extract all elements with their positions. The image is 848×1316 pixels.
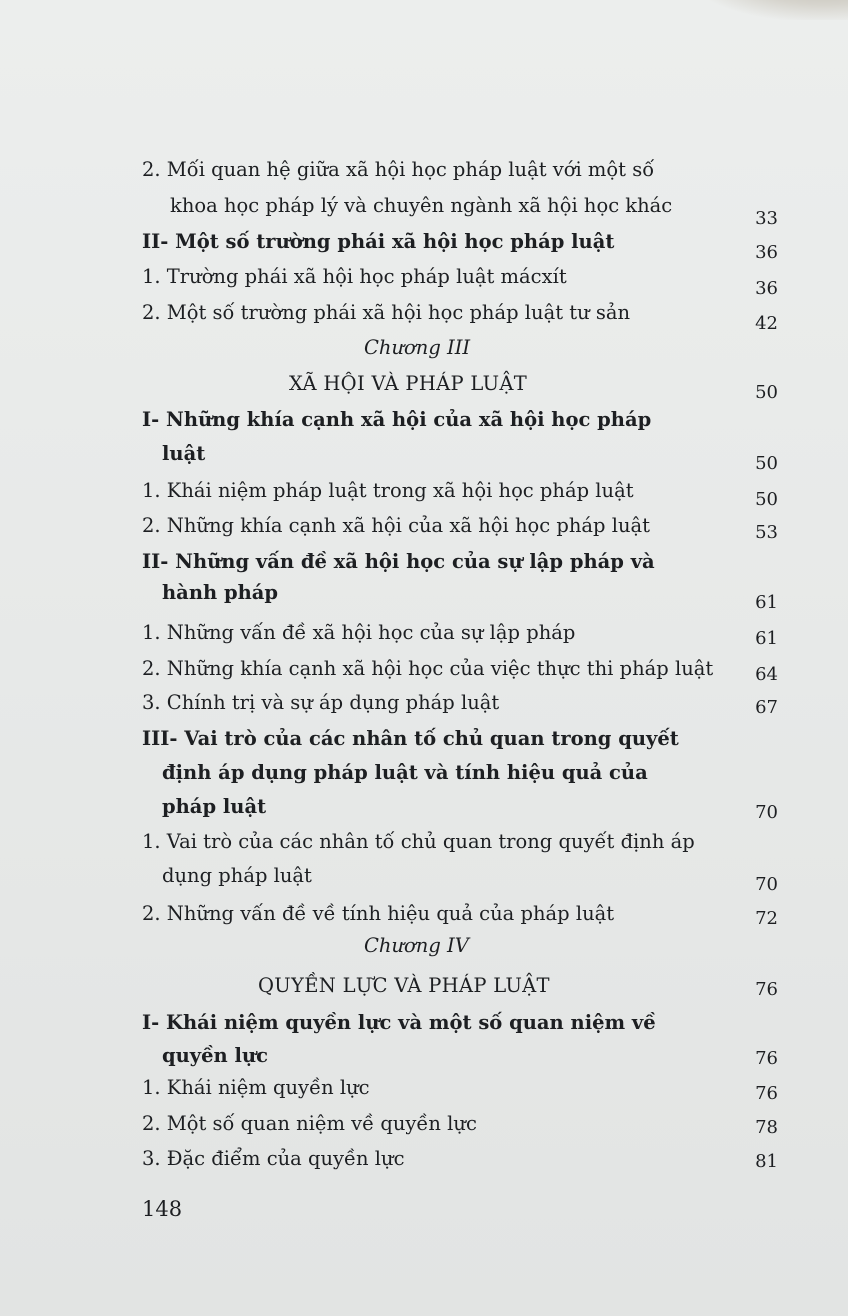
toc-line: 1. Khái niệm pháp luật trong xã hội học pháp luật	[142, 479, 634, 502]
toc-section: I- Những khía cạnh xã hội của xã hội học pháp	[142, 408, 652, 431]
chapter-label: Chương IV	[364, 934, 469, 957]
toc-page-number: 53	[755, 522, 778, 543]
toc-page-number: 76	[755, 1083, 778, 1104]
toc-line: 1. Khái niệm quyền lực	[142, 1076, 370, 1099]
toc-line: 3. Đặc điểm của quyền lực	[142, 1147, 405, 1170]
toc-line: 1. Trường phái xã hội học pháp luật mácxít	[142, 265, 567, 288]
toc-line: 2. Những khía cạnh xã hội của xã hội học pháp luật	[142, 514, 650, 537]
toc-page-number: 50	[755, 453, 778, 474]
toc-page-number: 72	[755, 908, 778, 929]
toc-page-number: 36	[755, 278, 778, 299]
toc-page-number: 78	[755, 1117, 778, 1138]
toc-section: luật	[162, 442, 206, 465]
toc-line: 1. Những vấn đề xã hội học của sự lập pháp	[142, 621, 576, 644]
toc-page-number: 61	[755, 628, 778, 649]
toc-page-number: 70	[755, 874, 778, 895]
toc-page-number: 61	[755, 592, 778, 613]
toc-page-number: 81	[755, 1151, 778, 1172]
toc-page-number: 64	[755, 664, 778, 685]
toc-section: II- Những vấn đề xã hội học của sự lập pháp và	[142, 550, 655, 573]
toc-page-number: 36	[755, 242, 778, 263]
toc-section: hành pháp	[162, 581, 279, 604]
toc-line: khoa học pháp lý và chuyên ngành xã hội học khác	[170, 194, 673, 217]
toc-line: 2. Những khía cạnh xã hội học của việc thực thi pháp luật	[142, 657, 714, 680]
toc-section: II- Một số trường phái xã hội học pháp luật	[142, 230, 615, 253]
page-number: 148	[142, 1197, 183, 1221]
toc-page-number: 42	[755, 313, 778, 334]
toc-page-number: 70	[755, 802, 778, 823]
toc-section: pháp luật	[162, 795, 267, 818]
page-corner-shadow	[698, 0, 848, 20]
toc-page-number: 76	[755, 979, 778, 1000]
toc-page-number: 67	[755, 697, 778, 718]
toc-line: 2. Một số quan niệm về quyền lực	[142, 1112, 477, 1135]
chapter-title: QUYỀN LỰC VÀ PHÁP LUẬT	[258, 974, 550, 997]
toc-page-number: 50	[755, 489, 778, 510]
toc-line: 3. Chính trị và sự áp dụng pháp luật	[142, 691, 500, 714]
toc-line: dụng pháp luật	[162, 864, 312, 887]
toc-line: 2. Những vấn đề về tính hiệu quả của pháp luật	[142, 902, 615, 925]
toc-section: định áp dụng pháp luật và tính hiệu quả của	[162, 761, 648, 784]
toc-section: III- Vai trò của các nhân tố chủ quan trong quyết	[142, 727, 679, 750]
chapter-label: Chương III	[364, 336, 471, 359]
toc-page-number: 50	[755, 382, 778, 403]
chapter-title: XÃ HỘI VÀ PHÁP LUẬT	[289, 372, 528, 395]
toc-line: 2. Mối quan hệ giữa xã hội học pháp luật với một số	[142, 158, 655, 181]
toc-section: quyền lực	[162, 1044, 268, 1067]
toc-page-number: 76	[755, 1048, 778, 1069]
toc-section: I- Khái niệm quyền lực và một số quan niệm về	[142, 1011, 656, 1034]
toc-line: 1. Vai trò của các nhân tố chủ quan trong quyết định áp	[142, 830, 695, 853]
toc-line: 2. Một số trường phái xã hội học pháp luật tư sản	[142, 301, 631, 324]
toc-page-number: 33	[755, 208, 778, 229]
